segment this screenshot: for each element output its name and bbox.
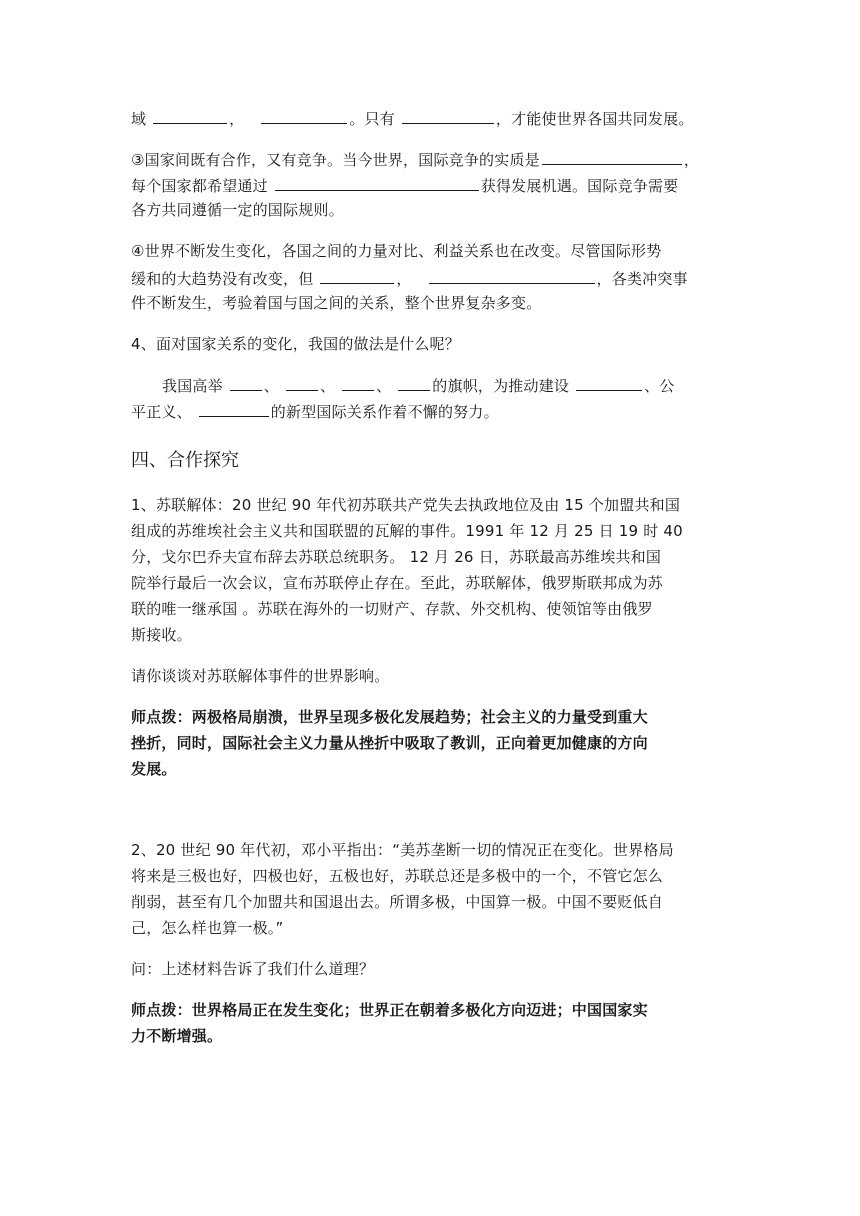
fill-blank[interactable] (286, 373, 318, 391)
text-fragment: ，才能使世界各国共同发展。 (495, 110, 694, 128)
text-fragment: 平正义、 (131, 403, 197, 421)
case1-line: 1、苏联解体：20 世纪 90 年代初苏联共产党失去执政地位及由 15 个加盟共和国 (131, 496, 681, 514)
item4-line-3: 件不断发生，考验着国与国之间的关系，整个世界复杂多变。 (131, 294, 542, 312)
text-fragment: ，各类冲突事 (596, 270, 688, 288)
case2-question: 问：上述材料告诉了我们什么道理？ (131, 960, 375, 978)
case2-line: 削弱，甚至有几个加盟共和国退出去。所谓多极，中国算一极。中国不要贬低自 (131, 893, 664, 911)
fill-blank[interactable] (153, 106, 227, 124)
text-fragment: 。只有 (349, 110, 400, 128)
fill-blank[interactable] (230, 373, 262, 391)
item3-line-1 (131, 147, 741, 171)
case2-answer-line: 力不断增强。 (131, 1027, 223, 1045)
case1-line: 组成的苏维埃社会主义共和国联盟的瓦解的事件。1991 年 12 月 25 日 19 时 40 (131, 522, 683, 540)
text-fragment: ， (396, 270, 412, 288)
fill-blank[interactable] (576, 373, 642, 391)
item3-line-2 (131, 173, 741, 197)
case1-answer-line: 挫折，同时，国际社会主义力量从挫折中吸取了教训，正向着更加健康的方向 (131, 734, 648, 752)
fill-blank[interactable] (275, 173, 479, 191)
fill-blank[interactable] (342, 373, 374, 391)
fill-blank[interactable] (261, 106, 347, 124)
item4-line-1: ④世界不断发生变化，各国之间的力量对比、利益关系也在改变。尽管国际形势 (131, 242, 662, 260)
case1-line: 斯接收。 (131, 626, 192, 644)
case2-line: 将来是三极也好，四极也好，五极也好，苏联总还是多极中的一个，不管它怎么 (131, 867, 664, 885)
separator: 、 (263, 377, 279, 395)
text-fragment: 域 (131, 110, 152, 128)
text-fragment: 的新型国际关系作着不懈的努力。 (270, 403, 499, 421)
fill-blank[interactable] (199, 399, 269, 417)
text-fragment: 我国高举 (162, 377, 228, 395)
text-fragment: 缓和的大趋势没有改变，但 (131, 270, 319, 288)
fill-blank[interactable] (398, 373, 430, 391)
section-heading: 四、合作探究 (131, 450, 239, 471)
case1-answer-line: 师点拨：两极格局崩溃，世界呈现多极化发展趋势；社会主义的力量受到重大 (131, 708, 648, 726)
separator: 、 (376, 377, 392, 395)
question4-line-2 (131, 399, 741, 423)
fill-blank[interactable] (429, 266, 595, 284)
text-fragment: 、公 (644, 377, 675, 395)
case1-question: 请你谈谈对苏联解体事件的世界影响。 (131, 667, 390, 685)
case2-answer-line: 师点拨：世界格局正在发生变化；世界正在朝着多极化方向迈进；中国国家实 (131, 1001, 648, 1019)
case2-line: 2、20 世纪 90 年代初，邓小平指出：“美苏垄断一切的情况正在变化。世界格局 (131, 841, 674, 859)
text-fragment: ③国家间既有合作，又有竞争。当今世界，国际竞争的实质是 (131, 151, 540, 169)
item4-line-2 (131, 266, 741, 290)
case1-line: 院举行最后一次会议，宣布苏联停止存在。至此，苏联解体，俄罗斯联邦成为苏 (131, 574, 664, 592)
item2-line (131, 106, 741, 130)
text-fragment: 每个国家都希望通过 (131, 177, 273, 195)
text-fragment: ， (229, 110, 245, 128)
separator: 、 (319, 377, 336, 395)
fill-blank[interactable] (542, 147, 682, 165)
case1-line: 联的唯一继承国 。苏联在海外的一切财产、存款、外交机构、使领馆等由俄罗 (131, 600, 653, 618)
fill-blank[interactable] (402, 106, 494, 124)
question4-title: 4、面对国家关系的变化，我国的做法是什么呢？ (131, 335, 460, 353)
fill-blank[interactable] (320, 266, 394, 284)
text-fragment: ， (683, 151, 700, 169)
item3-line-3: 各方共同遵循一定的国际规则。 (131, 201, 344, 219)
text-fragment: 的旗帜，为推动建设 (432, 377, 575, 395)
case2-line: 己，怎么样也算一极。” (131, 919, 284, 937)
case1-answer-line: 发展。 (131, 760, 177, 778)
case1-line: 分，戈尔巴乔夫宣布辞去苏联总统职务。 12 月 26 日，苏联最高苏维埃共和国 (131, 548, 662, 566)
question4-line-1 (162, 373, 742, 397)
text-fragment: 获得发展机遇。国际竞争需要 (480, 177, 679, 195)
